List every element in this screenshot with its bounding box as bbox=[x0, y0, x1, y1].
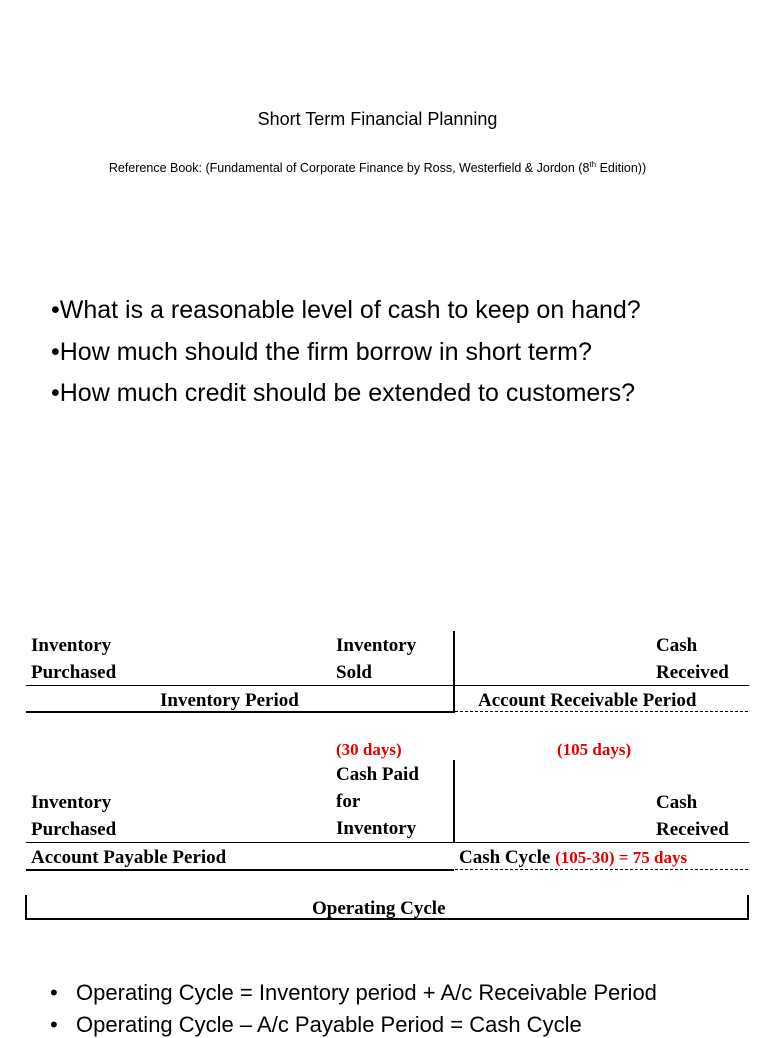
question-short-term-borrowing: •How much should the firm borrow in short term? bbox=[51, 338, 592, 366]
inventory-days: (30 days) bbox=[336, 740, 402, 759]
top-mid-line2: Sold bbox=[336, 662, 372, 683]
reference-suffix: Edition)) bbox=[596, 161, 647, 176]
top-right-event bbox=[656, 632, 729, 686]
receivable-period-dashed-line bbox=[455, 711, 748, 712]
formula-operating-cycle-text: Operating Cycle = Inventory period + A/c Receivable Period bbox=[76, 980, 657, 1005]
bottom-left-line1: Inventory bbox=[31, 792, 112, 813]
question-credit-extension: •How much credit should be extended to customers? bbox=[51, 379, 636, 407]
bullet-icon: • bbox=[50, 980, 58, 1005]
top-right-line2: Received bbox=[656, 662, 729, 683]
account-payable-period-label: Account Payable Period bbox=[31, 847, 227, 868]
bottom-right-line1: Cash bbox=[656, 792, 698, 813]
top-right-line1: Cash bbox=[656, 635, 698, 656]
document-title: Short Term Financial Planning bbox=[257, 109, 498, 129]
inventory-period-label: Inventory Period bbox=[160, 690, 299, 711]
top-left-event bbox=[31, 632, 116, 686]
receivable-days: (105 days) bbox=[557, 740, 632, 759]
bottom-right-line2: Received bbox=[656, 819, 729, 840]
operating-cycle-left-tick bbox=[25, 895, 27, 919]
top-rule bbox=[26, 685, 749, 686]
bottom-divider-vertical bbox=[453, 760, 455, 842]
account-receivable-period-label: Account Receivable Period bbox=[478, 690, 697, 711]
formula-cash-cycle bbox=[50, 1012, 582, 1038]
bottom-left-line2: Purchased bbox=[31, 819, 117, 840]
bottom-middle-event bbox=[336, 761, 419, 842]
top-left-line1: Inventory bbox=[31, 635, 112, 656]
cash-cycle-calculation: (105-30) = 75 days bbox=[555, 848, 688, 867]
question-cash-level: •What is a reasonable level of cash to keep on hand? bbox=[51, 296, 641, 324]
top-mid-line1: Inventory bbox=[336, 635, 417, 656]
top-divider-vertical bbox=[453, 631, 455, 713]
cash-cycle-dashed-line bbox=[455, 869, 748, 870]
payable-period-line bbox=[26, 869, 454, 871]
operating-cycle-label: Operating Cycle bbox=[312, 898, 446, 919]
operating-cycle-right-tick bbox=[747, 895, 749, 919]
bottom-mid-line2: for bbox=[336, 791, 361, 812]
bottom-mid-line1: Cash Paid bbox=[336, 764, 419, 785]
bottom-right-event bbox=[656, 789, 729, 843]
cash-cycle-label: Cash Cycle bbox=[459, 847, 551, 868]
formula-cash-cycle-text: Operating Cycle – A/c Payable Period = Cash Cycle bbox=[76, 1012, 582, 1037]
reference-book-line bbox=[0, 160, 755, 175]
cash-cycle-label-group bbox=[459, 844, 687, 871]
top-middle-event bbox=[336, 632, 416, 686]
bottom-mid-line3: Inventory bbox=[336, 818, 417, 839]
bullet-icon: • bbox=[50, 1012, 58, 1037]
bottom-rule bbox=[26, 842, 749, 843]
top-left-line2: Purchased bbox=[31, 662, 117, 683]
formula-operating-cycle bbox=[50, 980, 657, 1006]
reference-prefix: Reference Book: (Fundamental of Corporate Finance by Ross, Westerfield & Jordon (8 bbox=[108, 161, 590, 176]
inventory-period-line bbox=[26, 711, 454, 713]
reference-superscript: th bbox=[589, 160, 597, 169]
bottom-left-event bbox=[31, 789, 116, 843]
